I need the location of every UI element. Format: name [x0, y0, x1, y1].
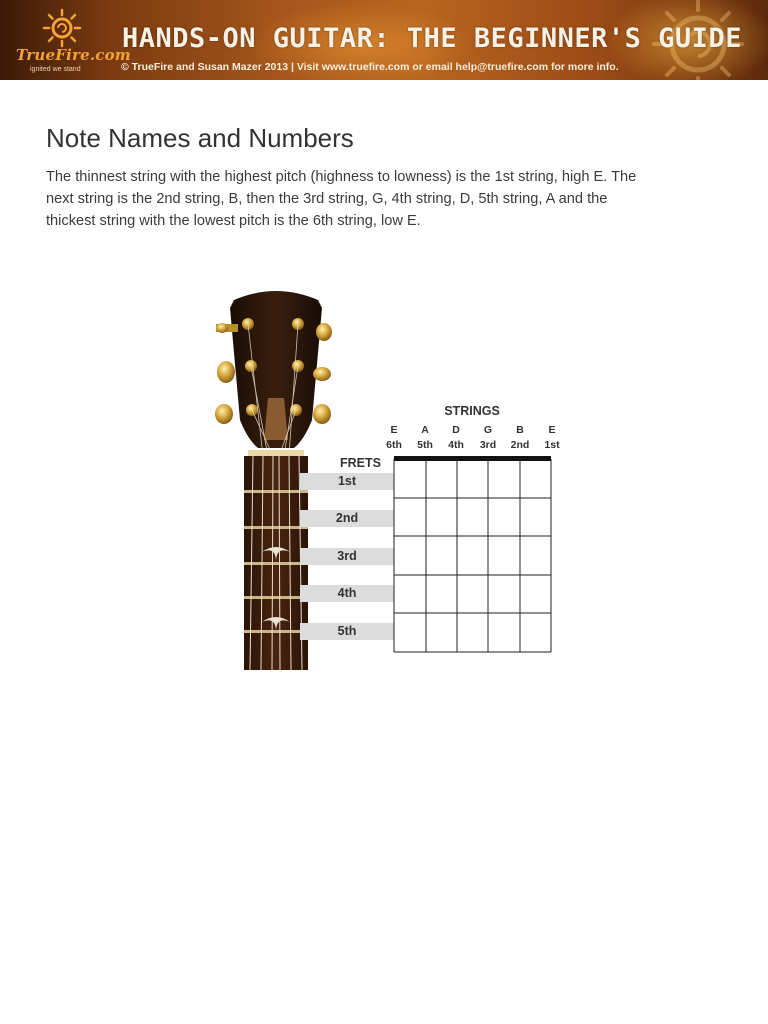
sun-logo-icon	[42, 8, 82, 48]
string-label-1	[537, 423, 567, 453]
intro-paragraph: The thinnest string with the highest pitch (highness to lowness) is the 1st string, high E. The next string is the 2nd string, B, then the 3rd string, G, 4th string, D, 5th string, A and the thickest string with the lowest pitch is the 6th string, low E.	[46, 169, 637, 229]
string-note: G	[483, 424, 493, 436]
logo-wordmark: TrueFire.com	[16, 46, 131, 64]
fret-label-5: 5th	[300, 623, 394, 640]
fret-label-2: 2nd	[300, 510, 394, 527]
string-note: D	[452, 424, 460, 436]
truefire-logo[interactable]	[12, 6, 131, 76]
string-note: B	[516, 424, 524, 436]
string-label-5	[410, 423, 440, 453]
fret-label-1: 1st	[300, 473, 394, 490]
fret-label-3: 3rd	[300, 548, 394, 565]
string-note: A	[421, 424, 429, 436]
strings-heading: STRINGS	[444, 404, 500, 418]
string-number: 3rd	[479, 439, 497, 451]
string-note: E	[390, 424, 398, 436]
banner-subtitle: © TrueFire and Susan Mazer 2013 | Visit www.truefire.com or email help@truefire.com for more info.	[121, 61, 619, 73]
page-title: Note Names and Numbers	[46, 123, 354, 153]
fret-label-4: 4th	[300, 585, 394, 602]
fretboard-grid	[393, 456, 553, 656]
banner-title: HANDS-ON GUITAR: THE BEGINNER'S GUIDE	[122, 23, 742, 54]
string-number: 5th	[417, 439, 433, 451]
string-label-3	[473, 423, 503, 453]
string-number: 6th	[386, 439, 402, 451]
string-label-4	[441, 423, 471, 453]
header-banner	[0, 0, 768, 80]
string-label-2	[505, 423, 535, 453]
string-note: E	[548, 424, 556, 436]
string-number: 2nd	[510, 439, 530, 451]
string-number: 1st	[544, 439, 560, 451]
logo-tagline: ignited we stand	[30, 66, 81, 73]
string-label-6	[379, 423, 409, 453]
frets-heading: FRETS	[340, 456, 381, 470]
string-number: 4th	[448, 439, 464, 451]
